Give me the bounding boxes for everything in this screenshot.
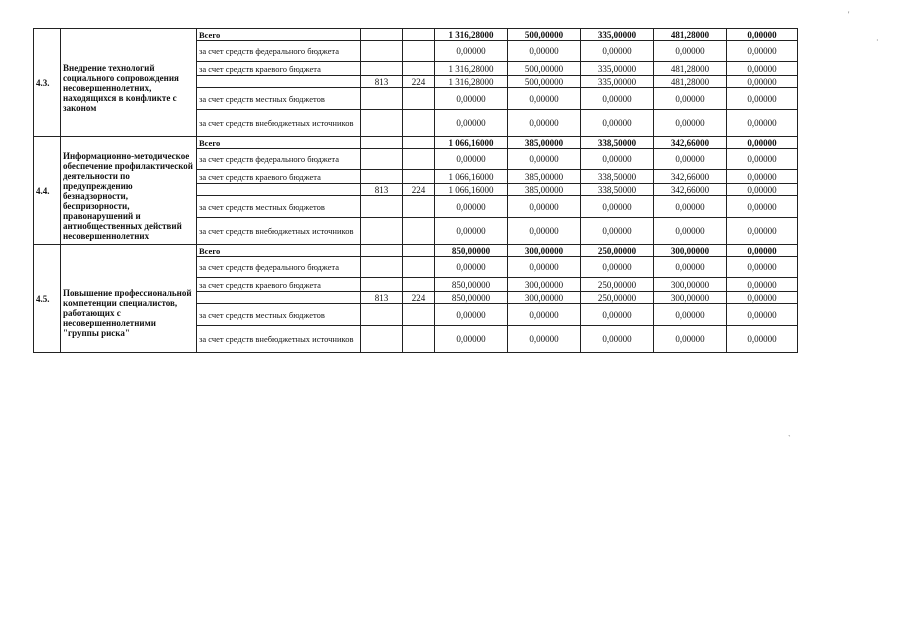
budget-code-section (403, 304, 435, 326)
amount-year: 481,28000 (654, 62, 727, 76)
budget-table (33, 28, 798, 353)
funding-source-label: за счет средств краевого бюджета (197, 170, 361, 184)
amount-year: 0,00000 (581, 218, 654, 245)
budget-code-grbs (361, 304, 403, 326)
amount-year: 338,50000 (581, 184, 654, 196)
measure-name: Повышение профессиональной компетенции специалистов, работающих с несовершеннолетними "группы риска" (61, 245, 197, 353)
amount-year: 250,00000 (581, 292, 654, 304)
budget-code-grbs (361, 170, 403, 184)
amount-year: 300,00000 (654, 278, 727, 292)
budget-code-section (403, 170, 435, 184)
amount-year: 0,00000 (581, 41, 654, 62)
amount-total: 0,00000 (435, 304, 508, 326)
amount-year: 300,00000 (508, 292, 581, 304)
amount-year: 0,00000 (727, 137, 798, 149)
amount-year: 250,00000 (581, 245, 654, 257)
budget-code-section (403, 29, 435, 41)
amount-year: 0,00000 (581, 257, 654, 278)
section-number: 4.5. (34, 245, 61, 353)
amount-total: 0,00000 (435, 326, 508, 353)
budget-code-section: 224 (403, 292, 435, 304)
amount-year: 0,00000 (727, 29, 798, 41)
amount-year: 0,00000 (727, 304, 798, 326)
amount-year: 0,00000 (654, 110, 727, 137)
budget-code-section (403, 41, 435, 62)
budget-code-section (403, 278, 435, 292)
amount-total: 0,00000 (435, 196, 508, 218)
budget-code-grbs (361, 278, 403, 292)
amount-year: 0,00000 (727, 257, 798, 278)
amount-year: 0,00000 (727, 88, 798, 110)
amount-year: 0,00000 (727, 218, 798, 245)
amount-year: 500,00000 (508, 29, 581, 41)
amount-year: 338,50000 (581, 137, 654, 149)
amount-year: 0,00000 (654, 41, 727, 62)
amount-year: 0,00000 (654, 257, 727, 278)
amount-year: 0,00000 (727, 110, 798, 137)
amount-total: 1 066,16000 (435, 170, 508, 184)
amount-year: 0,00000 (727, 196, 798, 218)
funding-source-label: за счет средств местных бюджетов (197, 304, 361, 326)
budget-code-section: 224 (403, 184, 435, 196)
amount-year: 335,00000 (581, 62, 654, 76)
budget-code-grbs (361, 137, 403, 149)
amount-year: 0,00000 (727, 292, 798, 304)
amount-year: 0,00000 (727, 245, 798, 257)
funding-source-label: за счет средств федерального бюджета (197, 149, 361, 170)
amount-year: 335,00000 (581, 29, 654, 41)
amount-year: 0,00000 (727, 278, 798, 292)
budget-code-section (403, 110, 435, 137)
amount-year: 0,00000 (508, 218, 581, 245)
measure-name: Информационно-методическое обеспечение профилактической деятельности по предупреждению безнадзорности, беспризорности, правонарушений и антиобщественных действий несовершеннолетних (61, 137, 197, 245)
section-number: 4.3. (34, 29, 61, 137)
total-row (34, 137, 798, 149)
total-row (34, 29, 798, 41)
amount-total: 0,00000 (435, 110, 508, 137)
budget-code-grbs (361, 88, 403, 110)
amount-year: 300,00000 (654, 292, 727, 304)
budget-code-grbs: 813 (361, 76, 403, 88)
amount-year: 342,66000 (654, 170, 727, 184)
amount-year: 300,00000 (508, 245, 581, 257)
funding-source-label: за счет средств краевого бюджета (197, 62, 361, 76)
budget-table-body (34, 29, 798, 353)
amount-year: 0,00000 (581, 304, 654, 326)
budget-code-section (403, 62, 435, 76)
amount-total: 0,00000 (435, 218, 508, 245)
budget-code-grbs (361, 41, 403, 62)
amount-year: 0,00000 (727, 149, 798, 170)
amount-year: 0,00000 (727, 326, 798, 353)
budget-code-grbs (361, 257, 403, 278)
amount-year: 0,00000 (727, 62, 798, 76)
amount-total: 850,00000 (435, 292, 508, 304)
budget-code-grbs: 813 (361, 184, 403, 196)
amount-year: 0,00000 (508, 110, 581, 137)
amount-year: 385,00000 (508, 137, 581, 149)
amount-year: 0,00000 (508, 196, 581, 218)
amount-year: 481,28000 (654, 29, 727, 41)
amount-year: 0,00000 (508, 41, 581, 62)
amount-total: 0,00000 (435, 88, 508, 110)
amount-year: 0,00000 (654, 149, 727, 170)
amount-year: 342,66000 (654, 137, 727, 149)
amount-total: 0,00000 (435, 41, 508, 62)
budget-code-grbs: 813 (361, 292, 403, 304)
amount-total: 850,00000 (435, 278, 508, 292)
amount-year: 0,00000 (508, 149, 581, 170)
amount-year: 0,00000 (581, 149, 654, 170)
total-row (34, 245, 798, 257)
budget-code-grbs (361, 326, 403, 353)
budget-code-grbs (361, 196, 403, 218)
amount-total: 1 316,28000 (435, 62, 508, 76)
amount-year: 0,00000 (727, 184, 798, 196)
amount-year: 0,00000 (654, 304, 727, 326)
amount-year: 0,00000 (654, 196, 727, 218)
funding-source-label: за счет средств внебюджетных источников (197, 110, 361, 137)
amount-total: 0,00000 (435, 257, 508, 278)
amount-year: 0,00000 (581, 326, 654, 353)
budget-code-grbs (361, 62, 403, 76)
amount-year: 0,00000 (508, 326, 581, 353)
amount-year: 0,00000 (654, 218, 727, 245)
funding-source-label (197, 76, 361, 88)
funding-source-label: за счет средств внебюджетных источников (197, 326, 361, 353)
scan-mark: ` (788, 434, 791, 443)
section-number: 4.4. (34, 137, 61, 245)
amount-year: 335,00000 (581, 76, 654, 88)
amount-total: 1 066,16000 (435, 184, 508, 196)
budget-code-grbs (361, 245, 403, 257)
amount-year: 0,00000 (727, 170, 798, 184)
amount-year: 300,00000 (654, 245, 727, 257)
funding-source-label (197, 184, 361, 196)
amount-year: 0,00000 (654, 88, 727, 110)
amount-year: 0,00000 (727, 41, 798, 62)
amount-year: 0,00000 (581, 110, 654, 137)
amount-year: 385,00000 (508, 184, 581, 196)
budget-code-section (403, 257, 435, 278)
funding-source-label: за счет средств федерального бюджета (197, 41, 361, 62)
amount-year: 0,00000 (727, 76, 798, 88)
budget-code-section (403, 218, 435, 245)
amount-year: 0,00000 (508, 88, 581, 110)
amount-year: 338,50000 (581, 170, 654, 184)
funding-source-label: за счет средств внебюджетных источников (197, 218, 361, 245)
amount-year: 0,00000 (508, 257, 581, 278)
funding-source-label: Всего (197, 137, 361, 149)
amount-year: 481,28000 (654, 76, 727, 88)
amount-year: 500,00000 (508, 62, 581, 76)
funding-source-label: за счет средств федерального бюджета (197, 257, 361, 278)
amount-year: 385,00000 (508, 170, 581, 184)
budget-code-grbs (361, 218, 403, 245)
amount-total: 1 316,28000 (435, 76, 508, 88)
amount-year: 0,00000 (508, 304, 581, 326)
funding-source-label: за счет средств местных бюджетов (197, 196, 361, 218)
funding-source-label (197, 292, 361, 304)
budget-code-section (403, 245, 435, 257)
amount-total: 1 316,28000 (435, 29, 508, 41)
scan-mark: ' (848, 10, 850, 19)
scan-mark: · (876, 36, 879, 45)
amount-total: 0,00000 (435, 149, 508, 170)
amount-total: 850,00000 (435, 245, 508, 257)
budget-code-section (403, 137, 435, 149)
amount-year: 0,00000 (581, 196, 654, 218)
measure-name: Внедрение технологий социального сопровождения несовершеннолетних, находящихся в конфликте с законом (61, 29, 197, 137)
funding-source-label: за счет средств местных бюджетов (197, 88, 361, 110)
budget-code-grbs (361, 29, 403, 41)
budget-code-grbs (361, 149, 403, 170)
amount-year: 342,66000 (654, 184, 727, 196)
amount-total: 1 066,16000 (435, 137, 508, 149)
amount-year: 0,00000 (654, 326, 727, 353)
funding-source-label: Всего (197, 29, 361, 41)
amount-year: 300,00000 (508, 278, 581, 292)
budget-code-section: 224 (403, 76, 435, 88)
amount-year: 250,00000 (581, 278, 654, 292)
funding-source-label: Всего (197, 245, 361, 257)
budget-code-section (403, 326, 435, 353)
budget-code-section (403, 196, 435, 218)
amount-year: 0,00000 (581, 88, 654, 110)
budget-code-section (403, 88, 435, 110)
funding-source-label: за счет средств краевого бюджета (197, 278, 361, 292)
amount-year: 500,00000 (508, 76, 581, 88)
budget-code-section (403, 149, 435, 170)
budget-code-grbs (361, 110, 403, 137)
